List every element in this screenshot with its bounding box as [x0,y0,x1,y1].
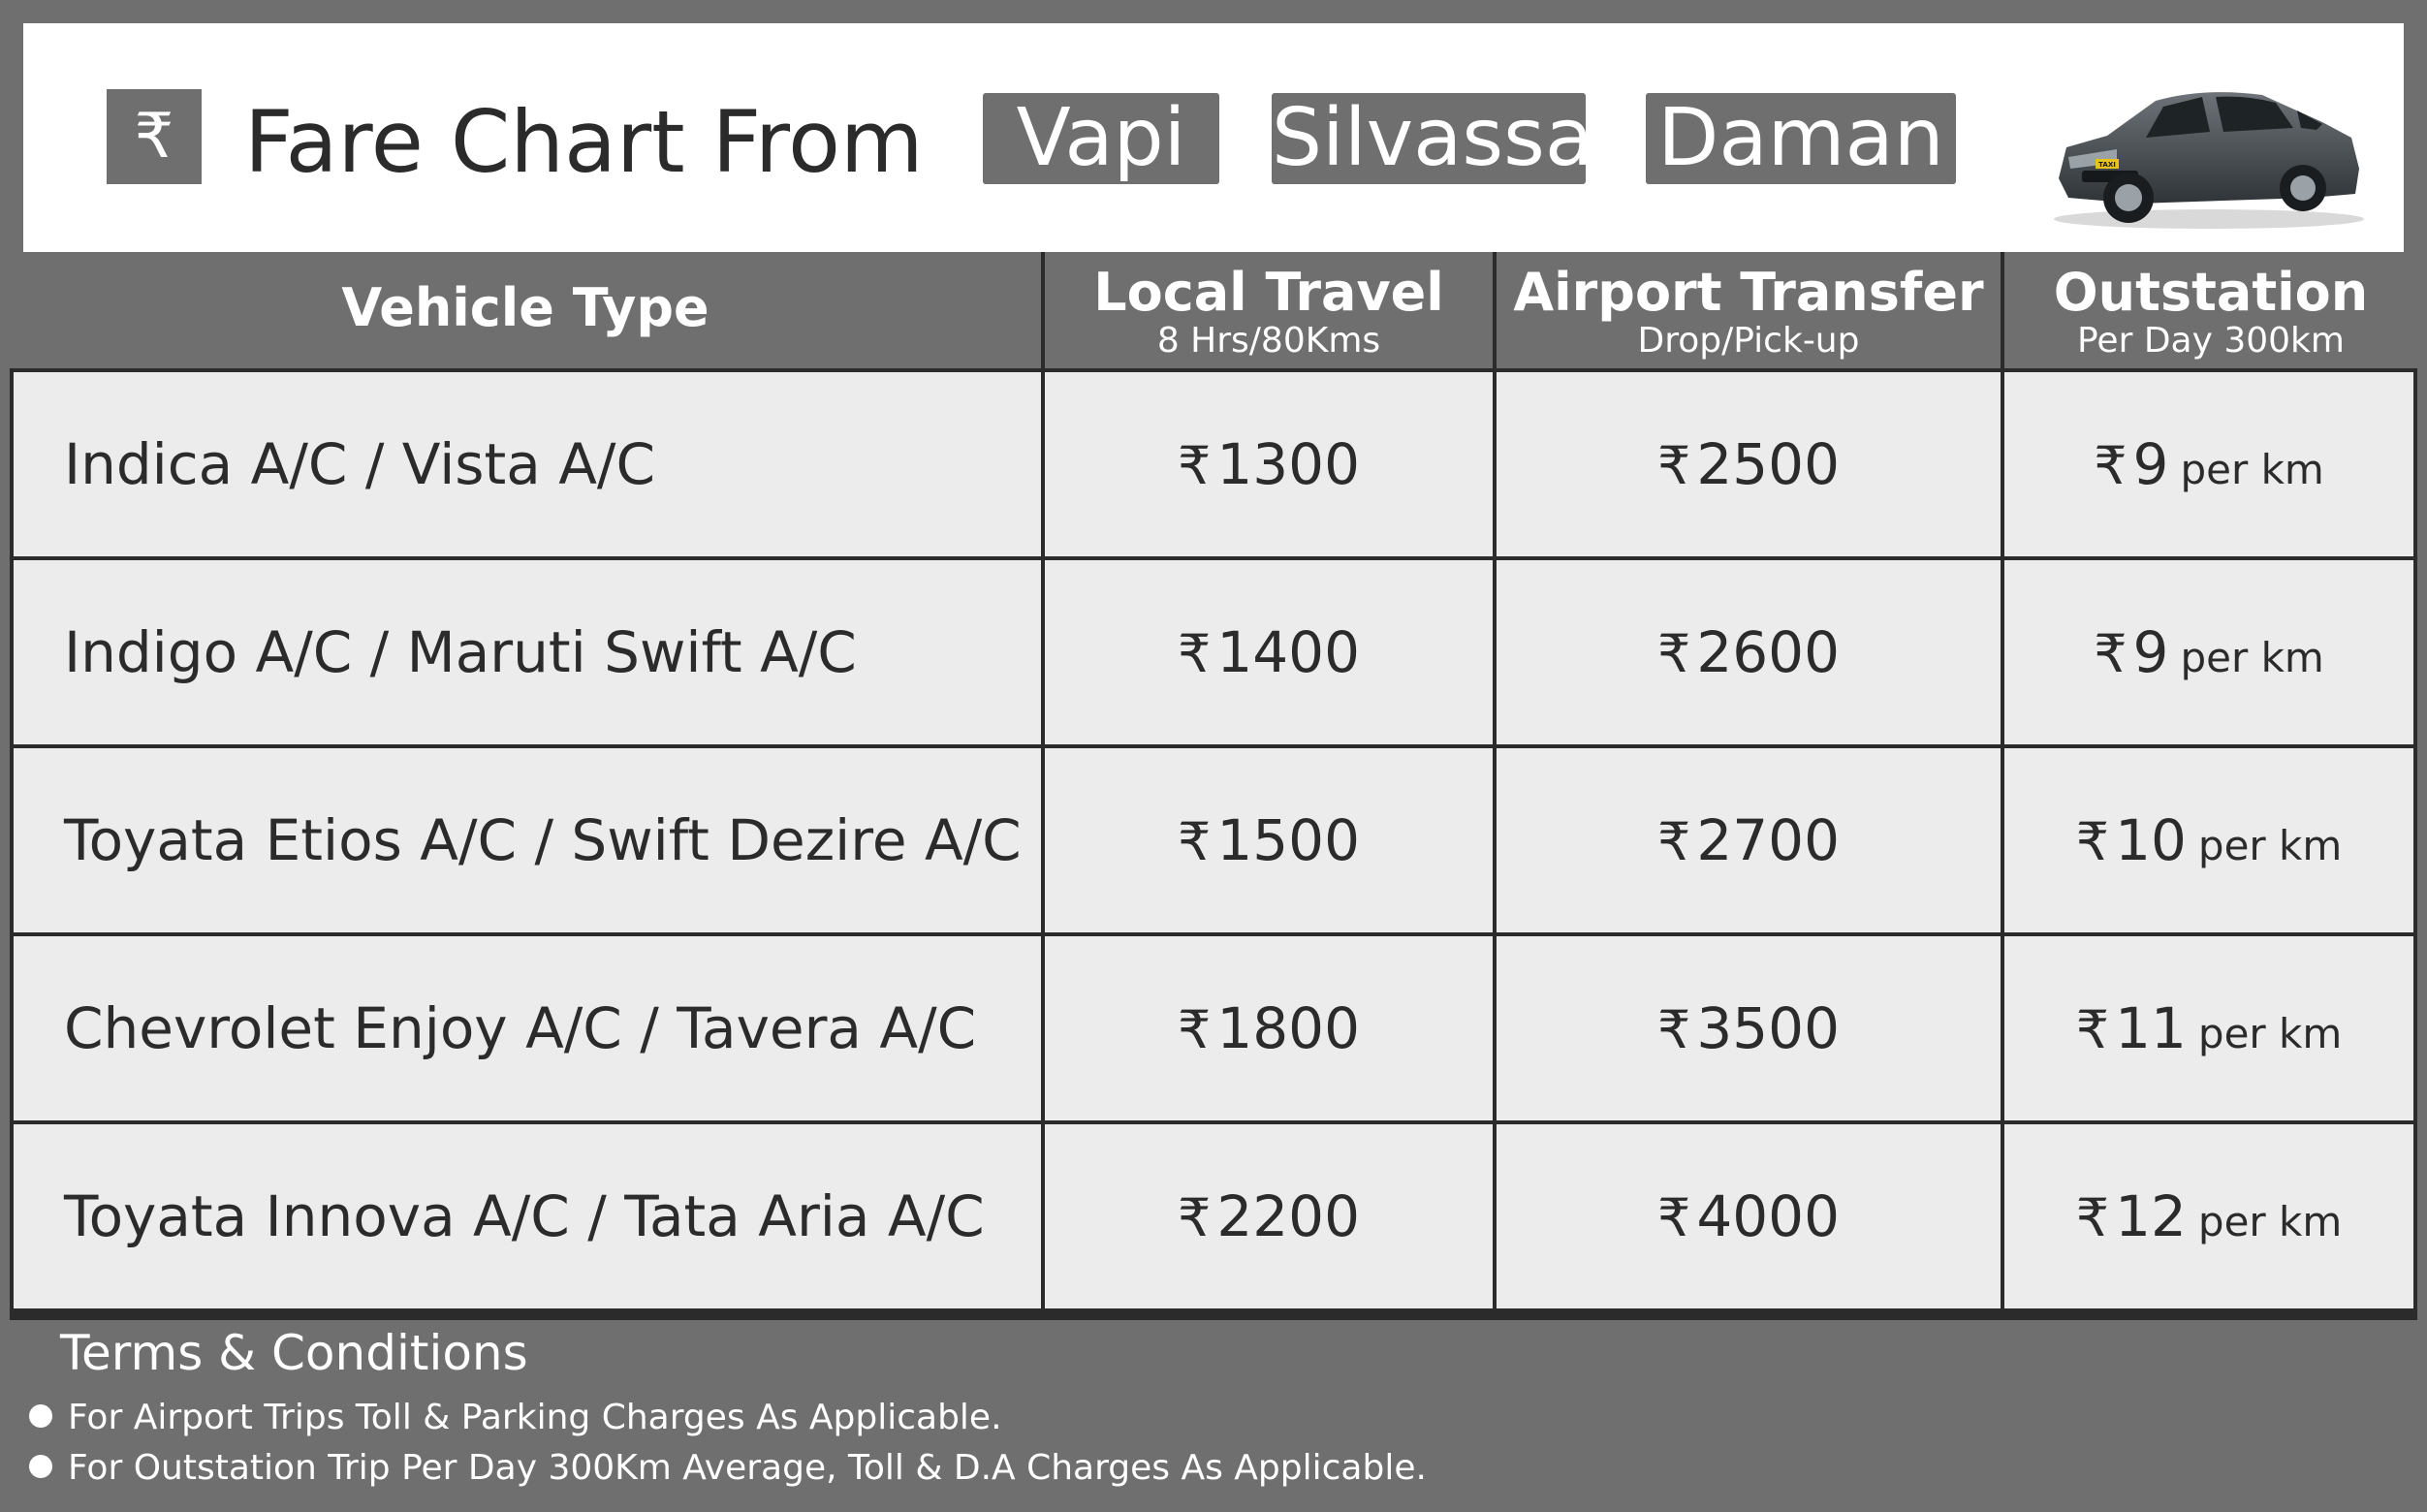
local-travel-fare [1045,560,1493,744]
fare-value: 3500 [1696,995,1840,1061]
outstation-fare [2004,748,2413,932]
sedan-car-icon [2039,52,2369,236]
airport-transfer-fare [1497,748,2001,932]
airport-transfer-fare [1497,372,2001,556]
city-badge-daman: Daman [1646,93,1956,184]
table-header [10,252,2417,368]
outstation-fare [2004,1124,2413,1308]
local-travel-fare [1045,748,1493,932]
airport-transfer-fare [1497,936,2001,1120]
fare-table [10,252,2417,1320]
table-row [10,372,2417,556]
vehicle-type-cell: Indigo A/C / Maruti Swift A/C [14,560,1041,744]
column-title: Local Travel [1093,262,1444,323]
terms-item-text: For Airport Trips Toll & Parking Charges As Applicable. [68,1398,1002,1437]
column-header-outstation [2004,252,2417,368]
per-km-label: per km [2197,822,2343,869]
rupee-icon: ₹ [1657,623,1691,684]
fare-value: 10 [2115,807,2187,873]
fare-value: 4000 [1696,1183,1840,1249]
column-title: Outstation [2053,262,2369,323]
outstation-fare [2004,560,2413,744]
column-header-airport-transfer [1497,252,2001,368]
column-subtitle: Drop/Pick-up [1637,321,1860,361]
fare-value: 2200 [1216,1183,1360,1249]
terms-item-text: For Outstation Trip Per Day 300Km Average, Toll & D.A Charges As Applicable. [68,1448,1427,1488]
header-banner [23,23,2404,252]
rupee-icon: ₹ [2075,811,2110,872]
terms-item [29,1444,1427,1493]
table-row [10,560,2417,744]
vehicle-type-cell: Toyata Etios A/C / Swift Dezire A/C [14,748,1041,932]
rupee-icon: ₹ [107,89,202,184]
rupee-icon: ₹ [2094,623,2128,684]
per-km-label: per km [2180,446,2324,493]
vehicle-type-cell: Chevrolet Enjoy A/C / Tavera A/C [14,936,1041,1120]
outstation-fare [2004,936,2413,1120]
rupee-icon: ₹ [1178,811,1212,872]
rupee-icon: ₹ [1178,999,1212,1060]
rupee-icon: ₹ [1657,435,1691,496]
table-row [10,936,2417,1120]
rupee-icon: ₹ [1178,623,1212,684]
table-row [10,748,2417,932]
fare-value: 9 [2132,619,2169,685]
bullet-icon [29,1455,52,1478]
fare-value: 2600 [1696,619,1840,685]
terms-item [29,1394,1002,1442]
rupee-icon: ₹ [2075,999,2110,1060]
vehicle-type-cell: Indica A/C / Vista A/C [14,372,1041,556]
column-subtitle: Per Day 300km [2077,321,2345,361]
bullet-icon [29,1404,52,1428]
local-travel-fare [1045,1124,1493,1308]
fare-value: 2700 [1696,807,1840,873]
column-header-local-travel [1045,252,1493,368]
rupee-icon: ₹ [1178,435,1212,496]
airport-transfer-fare [1497,560,2001,744]
table-row [10,1124,2417,1308]
per-km-label: per km [2197,1198,2343,1245]
local-travel-fare [1045,372,1493,556]
column-title: Vehicle Type [341,277,709,338]
column-header-vehicle-type [10,252,1041,368]
fare-value: 1300 [1216,431,1360,497]
rupee-icon: ₹ [2075,1187,2110,1248]
vehicle-type-cell: Toyata Innova A/C / Tata Aria A/C [14,1124,1041,1308]
rupee-icon: ₹ [1178,1187,1212,1248]
airport-transfer-fare [1497,1124,2001,1308]
city-badge-silvassa: Silvassa [1272,92,1594,184]
taxi-badge-text: TAXI [2098,161,2116,169]
table-body [10,368,2417,1320]
rupee-icon: ₹ [1657,999,1691,1060]
fare-value: 1400 [1216,619,1360,685]
fare-value: 1500 [1216,807,1360,873]
terms-title: Terms & Conditions [60,1325,528,1381]
fare-value: 11 [2115,995,2187,1061]
per-km-label: per km [2180,634,2324,681]
outstation-fare [2004,372,2413,556]
per-km-label: per km [2197,1010,2343,1057]
column-subtitle: 8 Hrs/80Kms [1156,321,1381,361]
fare-value: 12 [2115,1183,2187,1249]
rupee-icon: ₹ [2094,435,2128,496]
rupee-icon: ₹ [1657,811,1691,872]
fare-value: 2500 [1696,431,1840,497]
fare-value: 9 [2132,431,2169,497]
rupee-icon: ₹ [1657,1187,1691,1248]
local-travel-fare [1045,936,1493,1120]
city-badge-vapi: Vapi [983,93,1219,184]
fare-value: 1800 [1216,995,1360,1061]
column-title: Airport Transfer [1513,262,1984,323]
page-title: Fare Chart From [244,92,924,192]
